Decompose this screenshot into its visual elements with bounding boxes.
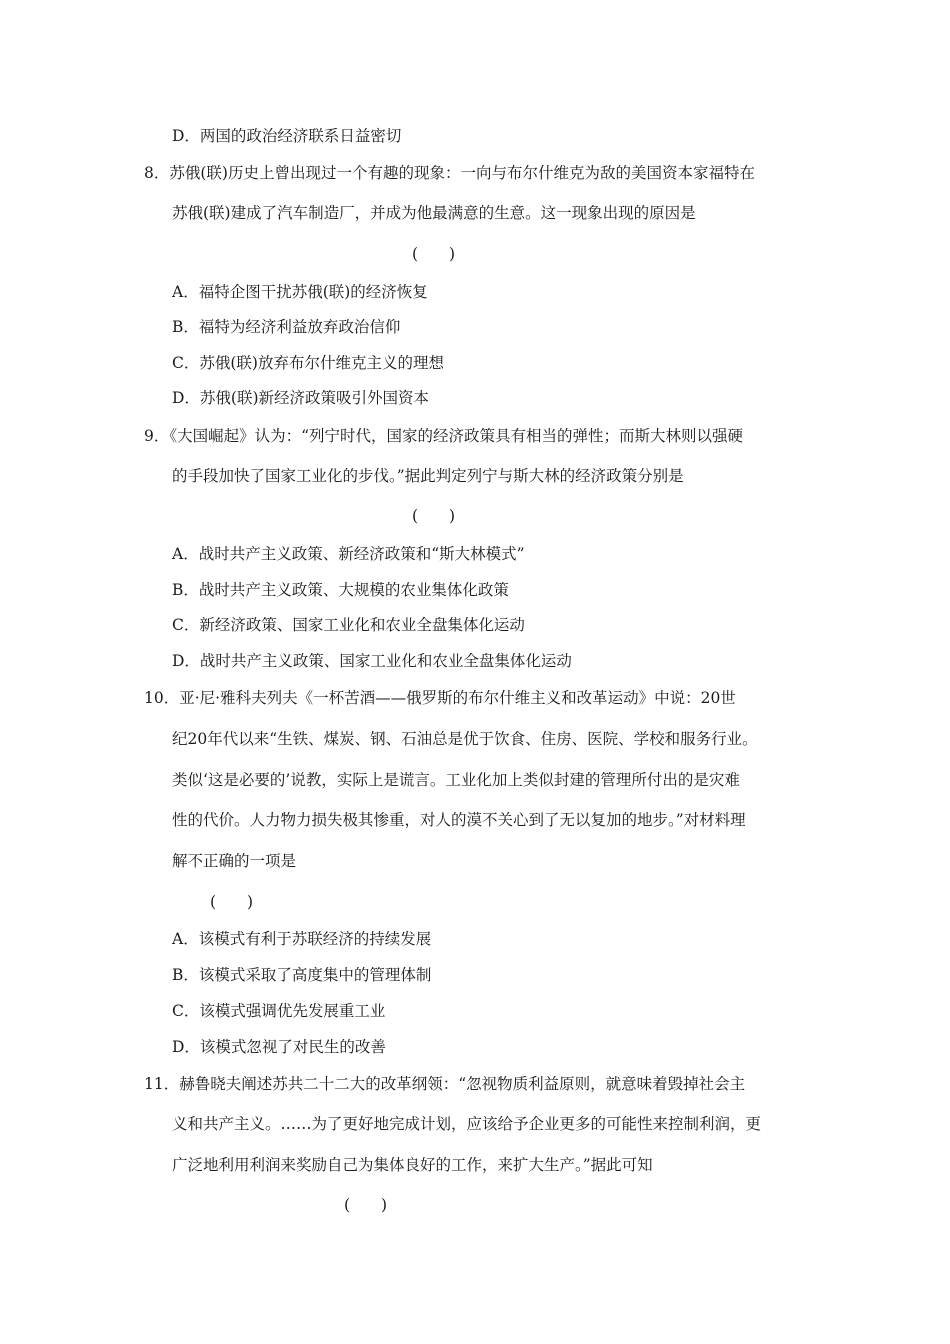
q8-option-d: D．苏俄(联)新经济政策吸引外国资本 — [172, 389, 430, 407]
q9-option-a: A．战时共产主义政策、新经济政策和“斯大林模式” — [172, 545, 525, 563]
q11-stem-line-3: 广泛地利用利润来奖励自己为集体良好的工作，来扩大生产。”据此可知 — [172, 1156, 653, 1174]
q10-option-b: B．该模式采取了高度集中的管理体制 — [172, 966, 432, 984]
q10-stem-line-4: 性的代价。人力物力损失极其惨重，对人的漠不关心到了无以复加的地步。”对材料理 — [172, 811, 746, 829]
q9-stem-line-1: 9．《大国崛起》认为：“列宁时代，国家的经济政策具有相当的弹性；而斯大林则以强硬 — [144, 427, 744, 445]
q11-stem-line-2: 义和共产主义。……为了更好地完成计划，应该给予企业更多的可能性来控制利润，更 — [172, 1115, 762, 1133]
q9-option-b: B．战时共产主义政策、大规模的农业集体化政策 — [172, 581, 509, 599]
q10-stem-line-3: 类似‘这是必要的’说教，实际上是谎言。工业化加上类似封建的管理所付出的是灾难 — [172, 771, 740, 789]
q7-option-d: D．两国的政治经济联系日益密切 — [172, 127, 402, 145]
q10-option-a: A．该模式有利于苏联经济的持续发展 — [172, 930, 432, 948]
q9-option-c: C．新经济政策、国家工业化和农业全盘集体化运动 — [172, 616, 525, 634]
q8-answer-blank: ( ) — [412, 245, 456, 263]
q10-stem-line-2: 纪20年代以来“生铁、煤炭、钢、石油总是优于饮食、住房、医院、学校和服务行业。 — [172, 730, 758, 748]
q8-option-a: A．福特企图干扰苏俄(联)的经济恢复 — [172, 283, 428, 301]
q10-stem-line-1: 10．亚·尼·雅科夫列夫《一杯苦酒——俄罗斯的布尔什维主义和改革运动》中说：20世 — [144, 689, 736, 707]
q8-option-c: C．苏俄(联)放弃布尔什维克主义的理想 — [172, 354, 444, 372]
q9-stem-line-2: 的手段加快了国家工业化的步伐。”据此判定列宁与斯大林的经济政策分别是 — [172, 467, 684, 485]
q10-answer-blank: ( ) — [210, 893, 254, 911]
q11-stem-line-1: 11．赫鲁晓夫阐述苏共二十二大的改革纲领：“忽视物质利益原则，就意味着毁掉社会主 — [144, 1075, 746, 1093]
q9-answer-blank: ( ) — [412, 507, 456, 525]
q9-option-d: D．战时共产主义政策、国家工业化和农业全盘集体化运动 — [172, 652, 572, 670]
q8-stem-line-2: 苏俄(联)建成了汽车制造厂，并成为他最满意的生意。这一现象出现的原因是 — [172, 204, 696, 222]
q8-stem-line-1: 8．苏俄(联)历史上曾出现过一个有趣的现象：一向与布尔什维克为敌的美国资本家福特在 — [144, 164, 755, 182]
q10-stem-line-5: 解不正确的一项是 — [172, 852, 297, 870]
q10-option-d: D．该模式忽视了对民生的改善 — [172, 1038, 386, 1056]
q10-option-c: C．该模式强调优先发展重工业 — [172, 1002, 386, 1020]
q11-answer-blank: ( ) — [344, 1196, 388, 1214]
q8-option-b: B．福特为经济利益放弃政治信仰 — [172, 318, 401, 336]
